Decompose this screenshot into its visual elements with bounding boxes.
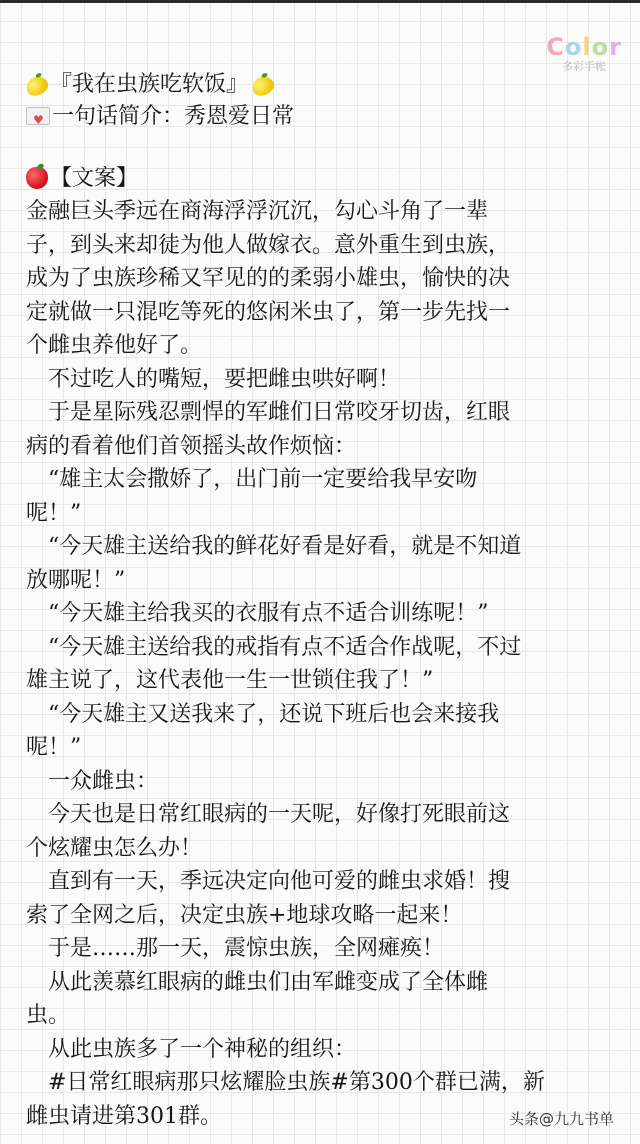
synopsis-line: 子，到头来却徒为他人做嫁衣。意外重生到虫族， xyxy=(26,232,511,258)
love-letter-icon xyxy=(26,107,50,125)
section-heading-line xyxy=(26,164,138,194)
brand-subtitle: 多彩手帐 xyxy=(562,60,607,73)
synopsis-line: 呢！” xyxy=(26,735,82,760)
lemon-icon xyxy=(23,73,51,99)
one-line-intro: 一句话简介：秀恩爱日常 xyxy=(52,104,295,129)
synopsis-line: 一众雌虫： xyxy=(26,768,159,794)
book-title-line xyxy=(26,70,276,100)
brand-logo xyxy=(546,34,622,74)
synopsis-line: 成为了虫族珍稀又罕见的的柔弱小雄虫，愉快的决 xyxy=(26,266,511,291)
synopsis-line: 定就做一只混吃等死的悠闲米虫了，第一步先找一 xyxy=(26,299,511,325)
synopsis-line: 今天也是日常红眼病的一天呢，好像打死眼前这 xyxy=(26,802,511,827)
synopsis-line: “今天雄主给我买的衣服有点不适合训练呢！” xyxy=(26,601,489,626)
synopsis-line: 从此虫族多了一个神秘的组织： xyxy=(26,1036,357,1062)
synopsis-line: 放哪呢！” xyxy=(26,567,126,593)
synopsis-line: 直到有一天，季远决定向他可爱的雌虫求婚！搜 xyxy=(26,869,511,894)
synopsis-line: 个炫耀虫怎么办！ xyxy=(26,835,203,861)
synopsis-line: 雄主说了，这代表他一生一世锁住我了！” xyxy=(26,668,434,693)
color-logo: Color xyxy=(546,33,622,61)
synopsis-line: 雌虫请进第301群。 xyxy=(26,1103,222,1129)
synopsis-line: #日常红眼病那只炫耀脸虫族#第300个群已满，新 xyxy=(26,1070,545,1095)
apple-icon xyxy=(26,167,48,189)
intro-line xyxy=(26,102,294,132)
synopsis-line: “今天雄主送给我的鲜花好看是好看，就是不知道 xyxy=(26,534,522,559)
synopsis-line: “今天雄主送给我的戒指有点不适合作战呢，不过 xyxy=(26,634,522,660)
top-edge-bar xyxy=(0,0,640,3)
synopsis-line: 呢！” xyxy=(26,500,82,526)
synopsis-line: 病的看着他们首领摇头故作烦恼： xyxy=(26,433,357,459)
synopsis-line: 虫。 xyxy=(26,1003,71,1028)
synopsis-line: 不过吃人的嘴短，要把雌虫哄好啊！ xyxy=(26,366,401,392)
synopsis-line: 于是星际残忍剽悍的军雌们日常咬牙切齿，红眼 xyxy=(26,400,511,425)
synopsis-line: 索了全网之后，决定虫族+地球攻略一起来！ xyxy=(26,902,463,928)
synopsis-line: “雄主太会撒娇了，出门前一定要给我早安吻 xyxy=(26,467,478,492)
lemon-icon xyxy=(249,73,277,99)
source-watermark: 头条@九九书单 xyxy=(508,1110,614,1128)
synopsis-line: 金融巨头季远在商海浮浮沉沉，勾心斗角了一辈 xyxy=(26,199,489,224)
synopsis-line: 从此羡慕红眼病的雌虫们由军雌变成了全体雌 xyxy=(26,969,489,995)
book-title: 『我在虫族吃软饭』 xyxy=(50,72,249,97)
synopsis-line: “今天雄主又送我来了，还说下班后也会来接我 xyxy=(26,701,500,727)
section-heading: 【文案】 xyxy=(50,166,139,191)
synopsis-line: 个雌虫养他好了。 xyxy=(26,333,203,358)
synopsis-line: 于是……那一天，震惊虫族，全网瘫痪！ xyxy=(26,936,445,961)
